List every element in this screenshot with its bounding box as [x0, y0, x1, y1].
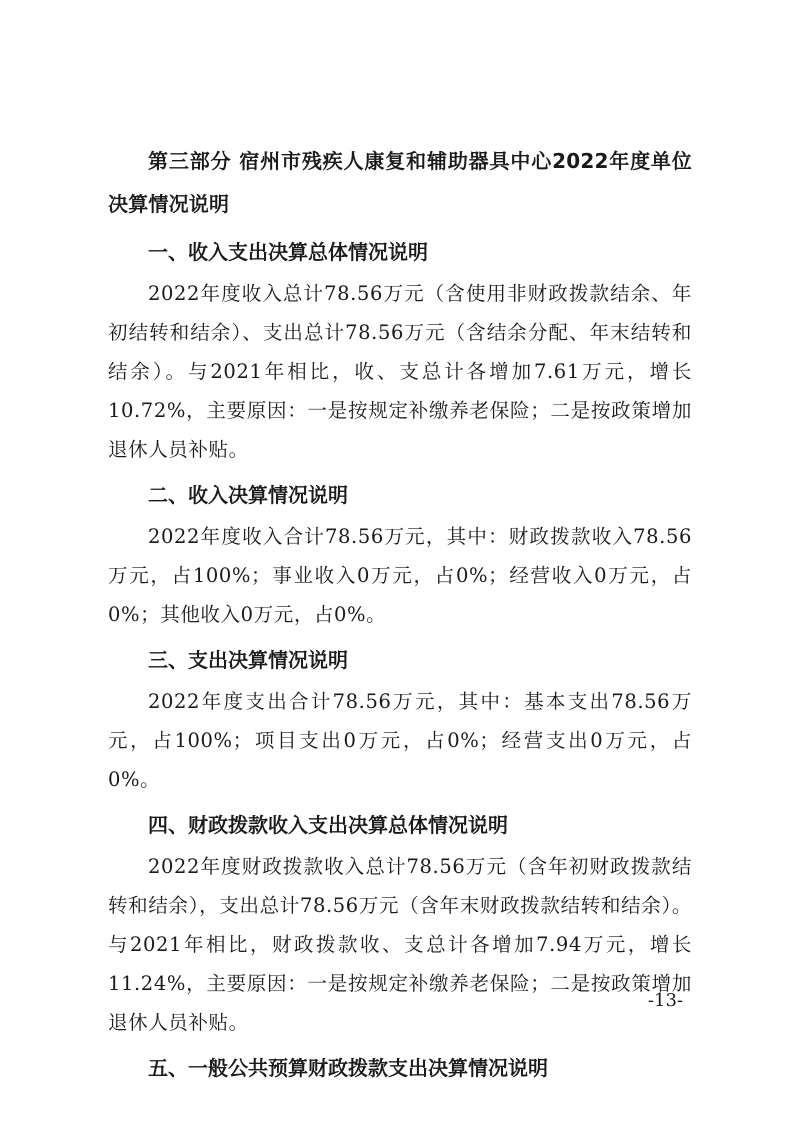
- section-heading-5: 五、一般公共预算财政拨款支出决算情况说明: [148, 1056, 548, 1080]
- document-title: 第三部分 宿州市残疾人康复和辅助器具中心2022年度单位决算情况说明: [108, 149, 692, 216]
- section-heading-3: 三、支出决算情况说明: [148, 648, 348, 672]
- section-body-4: 2022年度财政拨款收入总计78.56万元（含年初财政拨款结转和结余），支出总计78.56万元（含年末财政拨款结转和结余）。与2021年相比，财政拨款收、支总计各增加7.94万元，增长11.24%，主要原因：一是按规定补缴养老保险；二是按政策增加退休人员补贴。: [108, 855, 692, 1034]
- section-body-3: 2022年度支出合计78.56万元，其中：基本支出78.56万元，占100%；项目支出0万元，占0%；经营支出0万元，占0%。: [108, 690, 692, 791]
- document-content: [108, 140, 692, 1088]
- section-body-1: 2022年度收入总计78.56万元（含使用非财政拨款结余、年初结转和结余）、支出总计78.56万元（含结余分配、年末结转和结余）。与2021年相比，收、支总计各增加7.61万元，增长10.72%，主要原因：一是按规定补缴养老保险；二是按政策增加退休人员补贴。: [108, 282, 692, 461]
- section-body-2: 2022年度收入合计78.56万元，其中：财政拨款收入78.56万元，占100%；事业收入0万元，占0%；经营收入0万元，占0%；其他收入0万元，占0%。: [108, 525, 692, 626]
- page-number: -13-: [647, 990, 683, 1011]
- section-heading-4: 四、财政拨款收入支出决算总体情况说明: [148, 813, 508, 837]
- section-heading-1: 一、收入支出决算总体情况说明: [148, 240, 428, 264]
- section-heading-2: 二、收入决算情况说明: [148, 483, 348, 507]
